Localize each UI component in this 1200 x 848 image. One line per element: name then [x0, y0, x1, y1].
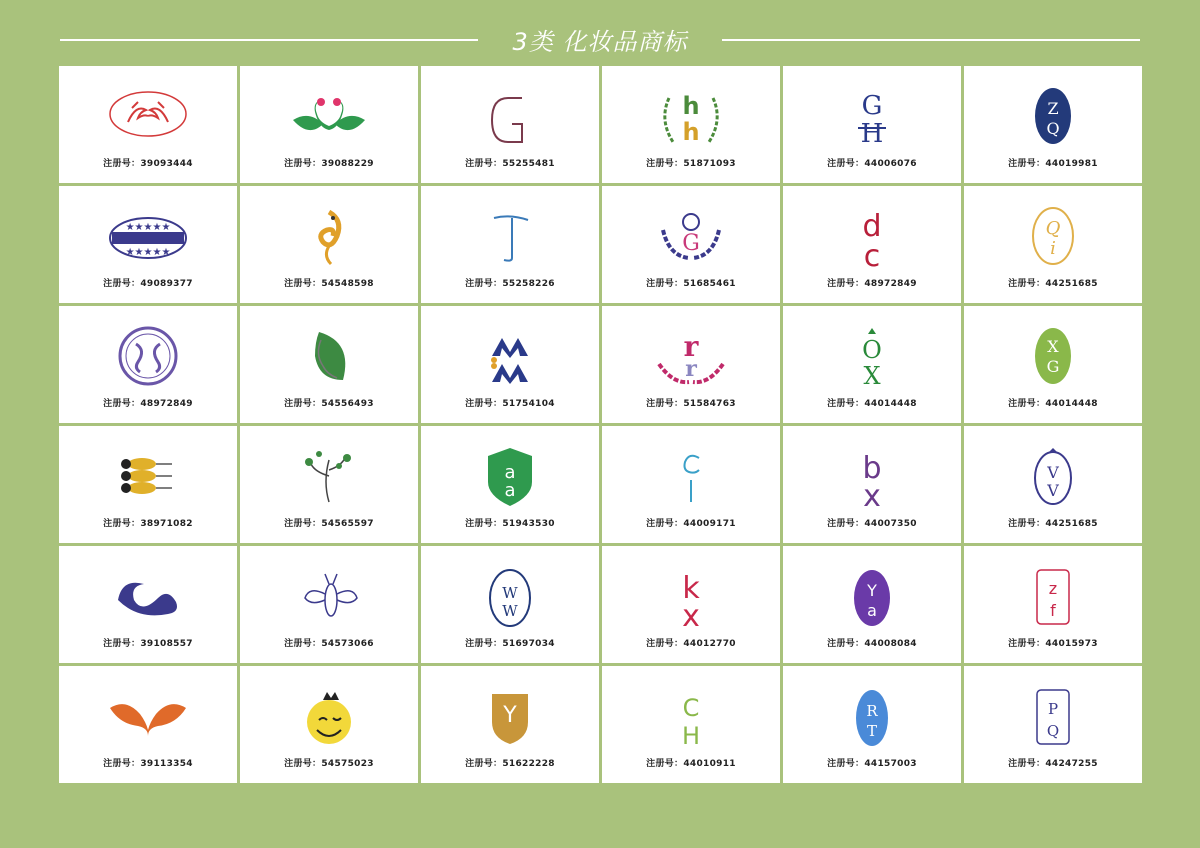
swan-pair-icon [279, 80, 379, 152]
bx-letters-icon [822, 440, 922, 512]
registration-number: 注册号：39113354 [103, 759, 193, 769]
trademark-card [783, 546, 961, 663]
registration-number: 注册号：44157003 [827, 759, 917, 769]
registration-number: 注册号：44251685 [1008, 279, 1098, 289]
trademark-card [59, 426, 237, 543]
registration-number: 注册号：44015973 [1008, 639, 1098, 649]
trademark-card [964, 666, 1142, 783]
registration-number: 注册号：44008084 [827, 639, 917, 649]
svg-text:★★★★★: ★★★★★ [125, 222, 171, 233]
kx-letters-icon [641, 560, 741, 632]
registration-number: 注册号：44247255 [1008, 759, 1098, 769]
svg-text:h: h [682, 118, 700, 146]
svg-text:P: P [1047, 700, 1059, 718]
registration-number: 注册号：44014448 [1008, 399, 1098, 409]
trademark-card [602, 66, 780, 183]
trademark-card [59, 666, 237, 783]
qi-gold-oval-icon [1003, 200, 1103, 272]
trademark-card [602, 546, 780, 663]
letter-t-icon [460, 200, 560, 272]
registration-number: 注册号：39093444 [103, 159, 193, 169]
xg-green-oval-icon [1003, 320, 1103, 392]
header-divider-left [60, 39, 478, 41]
trademark-card [783, 426, 961, 543]
trademark-card [602, 426, 780, 543]
svg-text:R: R [866, 702, 878, 720]
registration-number: 注册号：51943530 [465, 519, 555, 529]
rr-laurel-icon [641, 320, 741, 392]
trademark-card [421, 666, 599, 783]
dc-letters-icon [822, 200, 922, 272]
svg-text:Q: Q [1045, 218, 1061, 239]
svg-text:x: x [682, 599, 700, 632]
svg-text:b: b [862, 451, 882, 486]
leaf-face-icon [279, 320, 379, 392]
svg-text:k: k [682, 571, 700, 606]
double-m-icon [460, 320, 560, 392]
registration-number: 注册号：44007350 [827, 519, 917, 529]
svg-text:Q: Q [1046, 722, 1060, 740]
trademark-card [59, 186, 237, 303]
registration-number: 注册号：44251685 [1008, 519, 1098, 529]
registration-number: 注册号：55255481 [465, 159, 555, 169]
svg-text:V: V [1047, 481, 1059, 500]
registration-number: 注册号：51754104 [465, 399, 555, 409]
svg-text:G: G [861, 91, 883, 121]
phoenix-pair-oval-icon [98, 80, 198, 152]
letter-g-icon [460, 80, 560, 152]
trademark-card [421, 186, 599, 303]
svg-text:r: r [685, 356, 697, 382]
hh-laurel-icon [641, 80, 741, 152]
registration-number: 注册号：51871093 [646, 159, 736, 169]
trademark-card [421, 546, 599, 663]
registration-number: 注册号：39088229 [284, 159, 374, 169]
registration-number: 注册号：51584763 [646, 399, 736, 409]
svg-text:a: a [867, 601, 877, 620]
svg-text:x: x [863, 479, 881, 512]
ww-oval-icon [460, 560, 560, 632]
crest-laurel-icon [641, 200, 741, 272]
trademark-card [59, 546, 237, 663]
svg-text:Q: Q [1046, 119, 1060, 138]
svg-text:V: V [1047, 463, 1059, 482]
smiley-crown-icon [279, 680, 379, 752]
svg-text:h: h [682, 92, 700, 120]
trademark-card [783, 186, 961, 303]
trademark-card [59, 66, 237, 183]
trademark-card [421, 306, 599, 423]
stars-banner-oval-icon [98, 200, 198, 272]
svg-text:G: G [682, 231, 700, 256]
registration-number: 注册号：54548598 [284, 279, 374, 289]
registration-number: 注册号：44010911 [646, 759, 736, 769]
registration-number: 注册号：49089377 [103, 279, 193, 289]
registration-number: 注册号：55258226 [465, 279, 555, 289]
registration-number: 注册号：39108557 [103, 639, 193, 649]
registration-number: 注册号：44012770 [646, 639, 736, 649]
registration-number: 注册号：44019981 [1008, 159, 1098, 169]
bee-line-icon [279, 560, 379, 632]
pq-frame-icon [1003, 680, 1103, 752]
registration-number: 注册号：54573066 [284, 639, 374, 649]
registration-number: 注册号：44009171 [646, 519, 736, 529]
trademark-card [602, 306, 780, 423]
trademark-card [602, 666, 780, 783]
svg-text:f: f [1050, 601, 1056, 620]
trademark-card [783, 66, 961, 183]
trademark-card [240, 546, 418, 663]
trademark-card [240, 666, 418, 783]
zq-oval-icon [1003, 80, 1103, 152]
tree-figure-icon [279, 440, 379, 512]
trademark-card [59, 306, 237, 423]
registration-number: 注册号：44014448 [827, 399, 917, 409]
rt-blue-oval-icon [822, 680, 922, 752]
svg-text:C: C [682, 694, 700, 722]
svg-text:i: i [1050, 238, 1056, 259]
svg-text:O: O [862, 336, 882, 364]
trademark-card [783, 306, 961, 423]
trademark-card [783, 666, 961, 783]
orange-dragons-icon [98, 680, 198, 752]
registration-number: 注册号：44006076 [827, 159, 917, 169]
trademark-card [421, 66, 599, 183]
svg-text:Z: Z [1047, 99, 1059, 118]
registration-number: 注册号：48972849 [827, 279, 917, 289]
trademark-card [240, 66, 418, 183]
trademark-card [964, 306, 1142, 423]
svg-text:X: X [863, 362, 881, 390]
vv-oval-icon [1003, 440, 1103, 512]
ch-letters-icon [641, 680, 741, 752]
registration-number: 注册号：48972849 [103, 399, 193, 409]
svg-text:G: G [1046, 357, 1060, 376]
trademark-grid [59, 66, 1142, 783]
aa-shield-icon [460, 440, 560, 512]
page-header [0, 22, 1200, 58]
zf-frame-icon [1003, 560, 1103, 632]
page-title: 3类 化妆品商标 [512, 28, 688, 56]
trademark-card [964, 546, 1142, 663]
registration-number: 注册号：54556493 [284, 399, 374, 409]
registration-number: 注册号：38971082 [103, 519, 193, 529]
ci-letters-icon [641, 440, 741, 512]
svg-text:a: a [504, 480, 516, 501]
registration-number: 注册号：51622228 [465, 759, 555, 769]
svg-text:c: c [863, 239, 881, 272]
blue-swirl-icon [98, 560, 198, 632]
bee-trio-icon [98, 440, 198, 512]
ox-crown-icon [822, 320, 922, 392]
svg-text:★★★★★: ★★★★★ [125, 247, 171, 258]
svg-text:T: T [866, 722, 878, 740]
registration-number: 注册号：54575023 [284, 759, 374, 769]
svg-text:X: X [1047, 337, 1059, 356]
trademark-card [240, 306, 418, 423]
svg-text:Y: Y [867, 581, 877, 600]
header-divider-right [722, 39, 1140, 41]
trademark-card [240, 186, 418, 303]
svg-text:W: W [502, 602, 518, 620]
trademark-card [964, 186, 1142, 303]
y-gold-shield-icon [460, 680, 560, 752]
svg-text:W: W [502, 584, 518, 602]
svg-text:z: z [1048, 579, 1058, 598]
svg-text:Y: Y [503, 703, 517, 728]
gh-letters-icon [822, 80, 922, 152]
svg-text:H: H [681, 722, 701, 750]
golden-bird-icon [279, 200, 379, 272]
trademark-card [964, 66, 1142, 183]
trademark-card [240, 426, 418, 543]
svg-text:r: r [683, 330, 699, 363]
trademark-card [602, 186, 780, 303]
svg-text:d: d [862, 209, 882, 244]
registration-number: 注册号：54565597 [284, 519, 374, 529]
registration-number: 注册号：51685461 [646, 279, 736, 289]
ya-purple-oval-icon [822, 560, 922, 632]
trademark-card [964, 426, 1142, 543]
trademark-card [421, 426, 599, 543]
svg-text:H: H [860, 119, 884, 149]
registration-number: 注册号：51697034 [465, 639, 555, 649]
seahorse-circle-icon [98, 320, 198, 392]
svg-text:a: a [504, 462, 516, 483]
